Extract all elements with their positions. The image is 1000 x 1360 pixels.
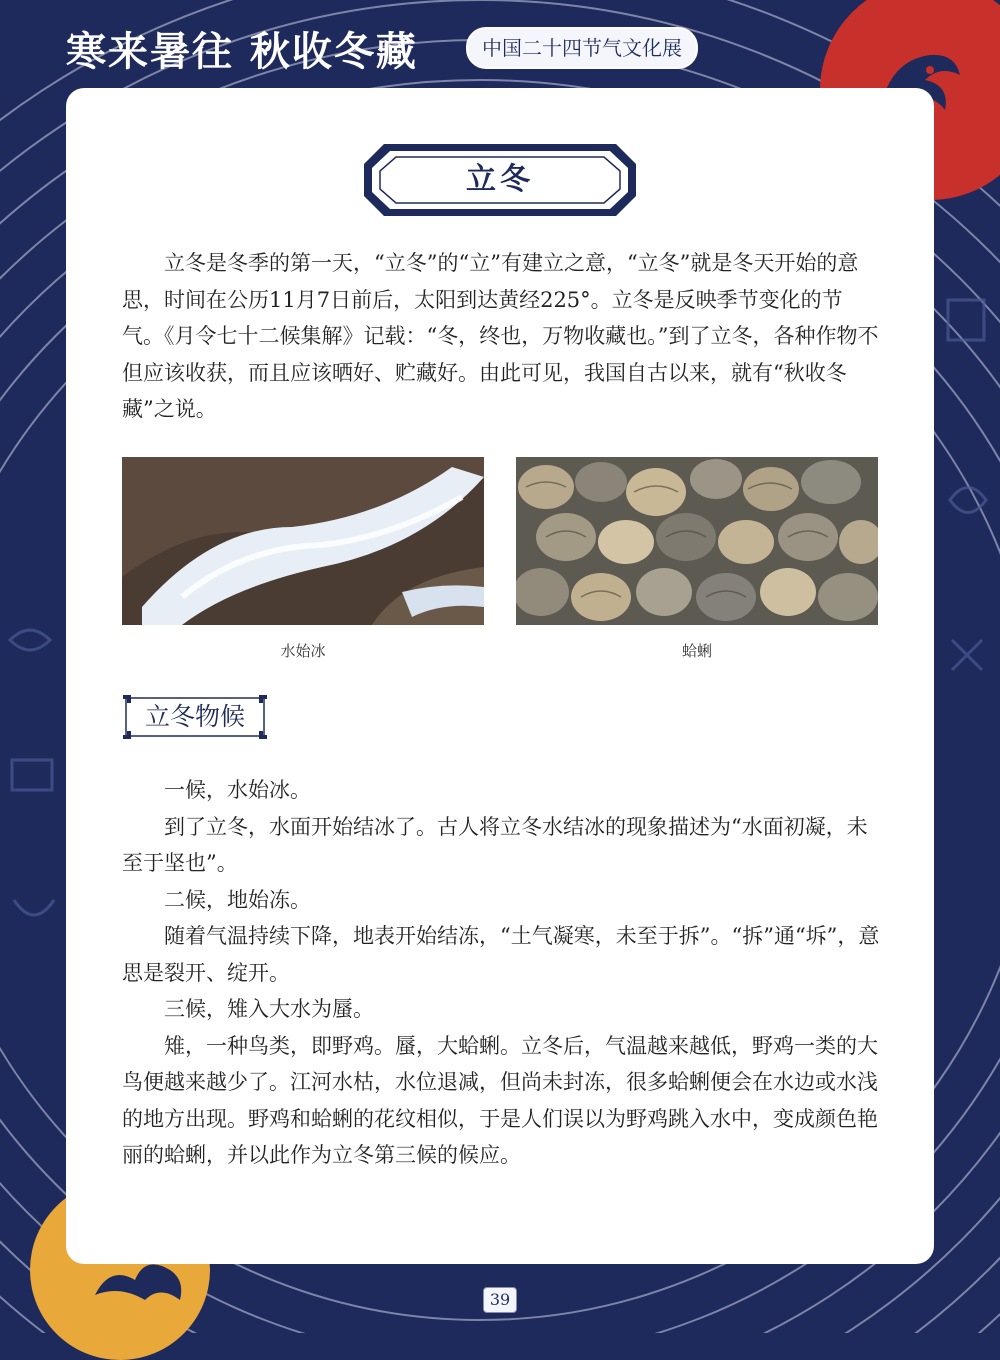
- phenology-item: 三候，雉入大水为蜃。: [164, 997, 374, 1021]
- page-number: 39: [483, 1287, 517, 1313]
- content-page: [66, 88, 934, 1264]
- section-heading: [122, 694, 268, 740]
- photo-ice: [122, 457, 484, 625]
- phenology-item: 雉，一种鸟类，即野鸡。蜃，大蛤蜊。立冬后，气温越来越低，野鸡一类的大鸟便越来越少了。江河水枯，水位退减，但尚未封冻，很多蛤蜊便会在水边或水浅的地方出现。野鸡和蛤蜊的花纹相似，于是人们误以为野鸡跳入水中，变成颜色艳丽的蛤蜊，并以此作为立冬第三候的候应。: [122, 1033, 878, 1167]
- section-title: 立冬物候: [144, 702, 245, 731]
- intro-paragraph: [122, 245, 882, 428]
- header-badge: 中国二十四节气文化展: [466, 27, 698, 69]
- phenology-item: 一候，水始冰。: [164, 778, 311, 802]
- header-title: 寒来暑往 秋收冬藏: [66, 29, 418, 75]
- phenology-block: [122, 772, 882, 1174]
- intro-text: 立冬是冬季的第一天，“立冬”的“立”有建立之意，“立冬”就是冬天开始的意思，时间在公历11月7日前后，太阳到达黄经225°。立冬是反映季节变化的节气。《月令七十二候集解》记载：“冬，终也，万物收藏也。”到了立冬，各种作物不但应该收获，而且应该晒好、贮藏好。由此可见，我国自古以来，就有“秋收冬藏”之说。: [122, 251, 879, 421]
- photo-clams-caption: 蛤蜊: [681, 642, 712, 660]
- photo-clams: [516, 457, 878, 625]
- title-plate: [362, 142, 638, 218]
- phenology-item: 到了立冬，水面开始结冰了。古人将立冬水结冰的现象描述为“水面初凝，未至于坚也”。: [122, 814, 868, 875]
- photo-ice-caption: 水始冰: [280, 642, 326, 660]
- phenology-item: 二候，地始冻。: [164, 887, 311, 912]
- page-title: 立冬: [466, 162, 534, 197]
- phenology-item: 随着气温持续下降，地表开始结冻，“土气凝寒，未至于拆”。“拆”通“坼”，意思是裂开、绽开。: [122, 924, 880, 985]
